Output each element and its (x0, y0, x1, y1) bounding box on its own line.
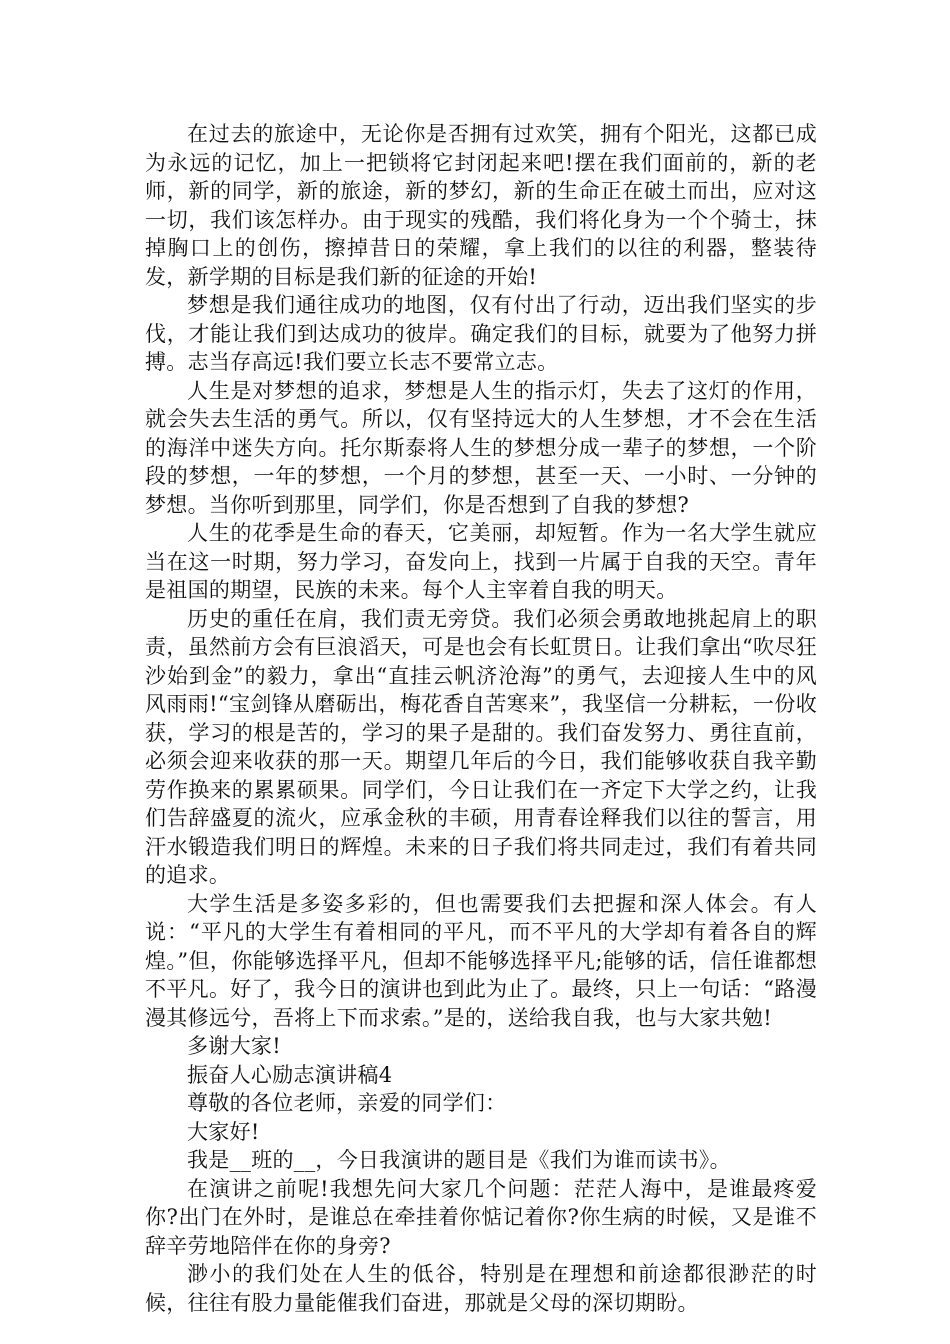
paragraph-final: 渺小的我们处在人生的低谷，特别是在理想和前途都很渺茫的时候，往往有股力量能催我们奋进，那就是父母的深切期盼。 (145, 1262, 817, 1315)
paragraph-6: 大学生活是多姿多彩的，但也需要我们去把握和深人体会。有人说：“平凡的大学生有着相同的平凡，而不平凡的大学却有着各自的辉煌。”但，你能够选择平凡，但却不能够选择平凡;能够的话，信任谁都想不平凡。好了，我今日的演讲也到此为止了。最终，只上一句话：“路漫漫其修远兮，吾将上下而求索。”是的，送给我自我，也与大家共勉! (145, 891, 817, 1030)
section-heading: 振奋人心励志演讲稿4 (187, 1062, 393, 1087)
paragraph-4: 人生的花季是生命的春天，它美丽，却短暂。作为一名大学生就应当在这一时期，努力学习，奋发向上，找到一片属于自我的天空。青年是祖国的期望，民族的未来。每个人主宰着自我的明天。 (145, 521, 817, 602)
paragraph-2: 梦想是我们通往成功的地图，仅有付出了行动，迈出我们坚实的步伐，才能让我们到达成功的彼岸。确定我们的目标，就要为了他努力拼搏。志当存高远!我们要立长志不要常立志。 (145, 293, 817, 374)
salutation: 尊敬的各位老师，亲爱的同学们： (187, 1091, 507, 1115)
greeting: 大家好! (187, 1119, 260, 1144)
speech-topic-line: 我是__班的__，今日我演讲的题目是《我们为谁而读书》。 (187, 1148, 731, 1172)
thanks-line: 多谢大家! (187, 1034, 281, 1058)
paragraph-5: 历史的重任在肩，我们责无旁贷。我们必须会勇敢地挑起肩上的职责，虽然前方会有巨浪滔天，可是也会有长虹贯日。让我们拿出“吹尽狂沙始到金”的毅力，拿出“直挂云帆济沧海”的勇气，去迎接人生中的风风雨雨!“宝剑锋从磨砺出，梅花香自苦寒来”，我坚信一分耕耘，一份收获，学习的根是苦的，学习的果子是甜的。我们奋发努力、勇往直前，必须会迎来收获的那一天。期望几年后的今日，我们能够收获自我辛勤劳作换来的累累硕果。同学们，今日让我们在一齐定下大学之约，让我们告辞盛夏的流火，应承金秋的丰硕，用青春诠释我们以往的誓言，用汗水锻造我们明日的辉煌。未来的日子我们将共同走过，我们有着共同的追求。 (145, 606, 817, 887)
paragraph-3: 人生是对梦想的追求，梦想是人生的指示灯，失去了这灯的作用，就会失去生活的勇气。所以，仅有坚持远大的人生梦想，才不会在生活的海洋中迷失方向。托尔斯泰将人生的梦想分成一辈子的梦想，一个阶段的梦想，一年的梦想，一个月的梦想，甚至一天、一小时、一分钟的梦想。当你听到那里，同学们，你是否想到了自我的梦想? (145, 378, 817, 517)
paragraph-questions: 在演讲之前呢!我想先问大家几个问题：茫茫人海中，是谁最疼爱你?出门在外时，是谁总在牵挂着你惦记着你?你生病的时候，又是谁不辞辛劳地陪伴在你的身旁? (145, 1176, 817, 1258)
paragraph-1: 在过去的旅途中，无论你是否拥有过欢笑，拥有个阳光，这都已成为永远的记忆，加上一把锁将它封闭起来吧!摆在我们面前的，新的老师，新的同学，新的旅途，新的梦幻，新的生命正在破土而出，应对这一切，我们该怎样办。由于现实的残酷，我们将化身为一个个骑士，抹掉胸口上的创伤，擦掉昔日的荣耀，拿上我们的以往的利器，整装待发，新学期的目标是我们新的征途的开始! (145, 122, 817, 289)
document-body (145, 120, 817, 1317)
